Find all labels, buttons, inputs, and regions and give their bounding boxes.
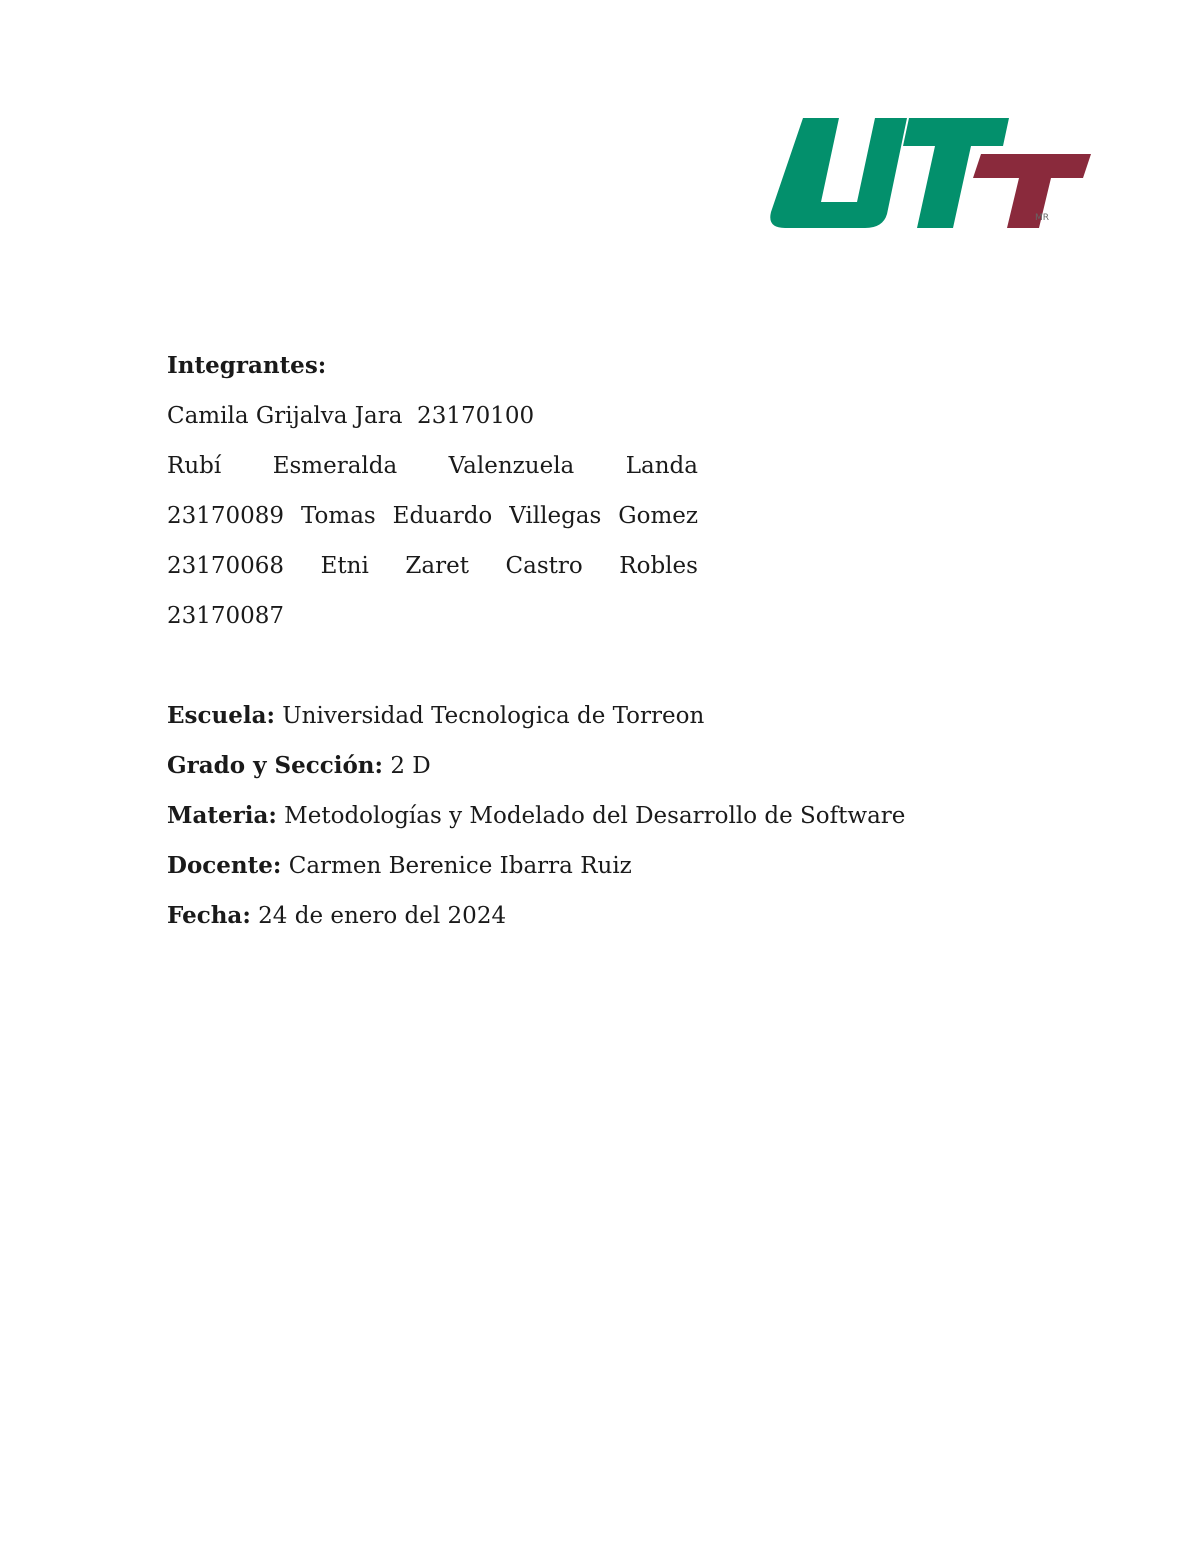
fecha-line: Fecha: 24 de enero del 2024 [167,902,507,929]
logo-letter-u [770,118,907,228]
materia-line: Materia: Metodologías y Modelado del Desarrollo de Software [167,802,906,829]
member-line-4: 23170068 Etni Zaret Castro Robles [167,553,698,579]
logo-mark: MR [1035,213,1050,223]
docente-line: Docente: Carmen Berenice Ibarra Ruiz [167,852,632,879]
integrantes-heading: Integrantes: [167,352,327,379]
member-line-3: 23170089 Tomas Eduardo Villegas Gomez [167,503,698,529]
spacer [167,648,907,698]
document-body [167,348,907,948]
utt-logo [765,112,1095,237]
grado-line: Grado y Sección: 2 D [167,752,431,779]
escuela-line: Escuela: Universidad Tecnologica de Torreon [167,702,705,729]
member-line-5: 23170087 [167,603,285,629]
logo-letter-t-maroon [973,154,1091,228]
member-line-1: Camila Grijalva Jara 23170100 [167,403,535,429]
member-line-2: Rubí Esmeralda Valenzuela Landa [167,453,698,479]
